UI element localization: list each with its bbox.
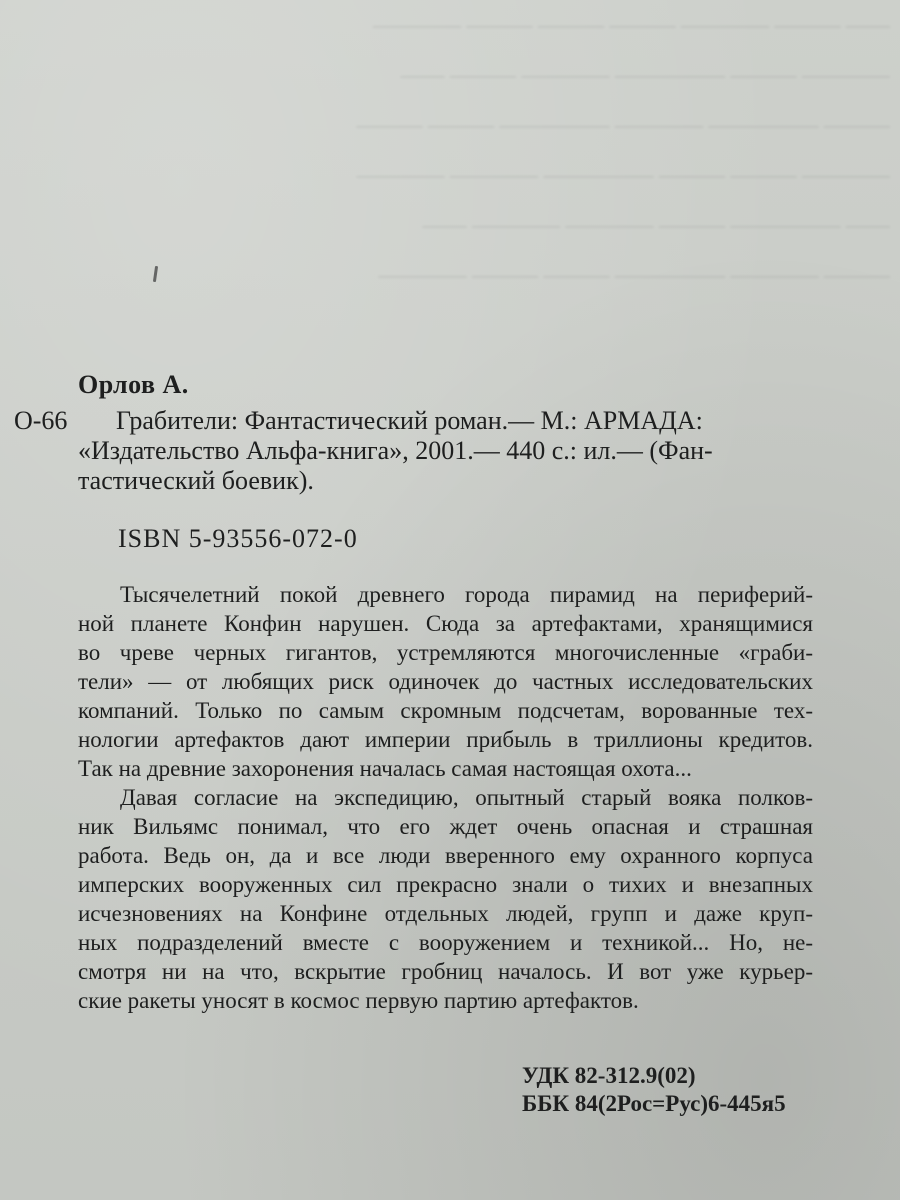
annotation-line: ские ракеты уносят в космос первую партию артефактов.: [78, 988, 639, 1013]
bbk-code: ББК 84(2Рос=Рус)6-445я5: [522, 1091, 786, 1116]
annotation: [78, 580, 813, 1015]
author-name: Орлов А.: [78, 370, 189, 399]
author-code: О-66: [14, 406, 68, 435]
annotation-line: исчезновениях на Конфине отдельных людей, групп и даже круп-: [78, 901, 813, 926]
bibliographic-record: [78, 406, 813, 496]
show-through-text: —— ——— ———— ——— ——— ——— ———— ———— ——— ————— ———— ——— —— ——— ————— ———— ————— ——— ——— ———— ——— ——— ————— ———— ———— —— ————— ——— ———— ———— —— ——— ———— ————— ——— ——— ————: [356, 12, 890, 287]
biblio-line: Грабители: Фантастический роман.— М.: АРМАДА:: [116, 406, 703, 435]
udk-code: УДК 82-312.9(02): [522, 1063, 696, 1088]
annotation-line: смотря ни на что, вскрытие гробниц началось. И вот уже курьер-: [78, 959, 813, 984]
biblio-line: тастический боевик).: [78, 466, 314, 495]
annotation-line: компаний. Только по самым скромным подсчетам, ворованные тех-: [78, 698, 813, 723]
classification-codes: [522, 1062, 786, 1118]
annotation-line: Тысячелетний покой древнего города пирамид на периферий-: [120, 582, 813, 607]
annotation-line: во чреве черных гигантов, устремляются многочисленные «граби-: [78, 640, 813, 665]
biblio-line: «Издательство Альфа-книга», 2001.— 440 с.: ил.— (Фан-: [78, 436, 713, 465]
annotation-line: ной планете Конфин нарушен. Сюда за артефактами, хранящимися: [78, 611, 813, 636]
annotation-line: Так на древние захоронения началась самая настоящая охота...: [78, 756, 692, 781]
annotation-line: Давая согласие на экспедицию, опытный старый вояка полков-: [120, 785, 813, 810]
annotation-line: нологии артефактов дают империи прибыль в триллионы кредитов.: [78, 727, 813, 752]
annotation-line: имперских вооруженных сил прекрасно знали о тихих и внезапных: [78, 872, 813, 897]
isbn: ISBN 5-93556-072-0: [118, 524, 358, 553]
annotation-line: ных подразделений вместе с вооружением и техникой... Но, не-: [78, 930, 813, 955]
annotation-line: работа. Ведь он, да и все люди вверенного ему охранного корпуса: [78, 843, 813, 868]
annotation-line: ник Вильямс понимал, что его ждет очень опасная и страшная: [78, 814, 813, 839]
pencil-mark: [153, 266, 158, 282]
annotation-line: тели» — от любящих риск одиночек до частных исследовательских: [78, 669, 813, 694]
